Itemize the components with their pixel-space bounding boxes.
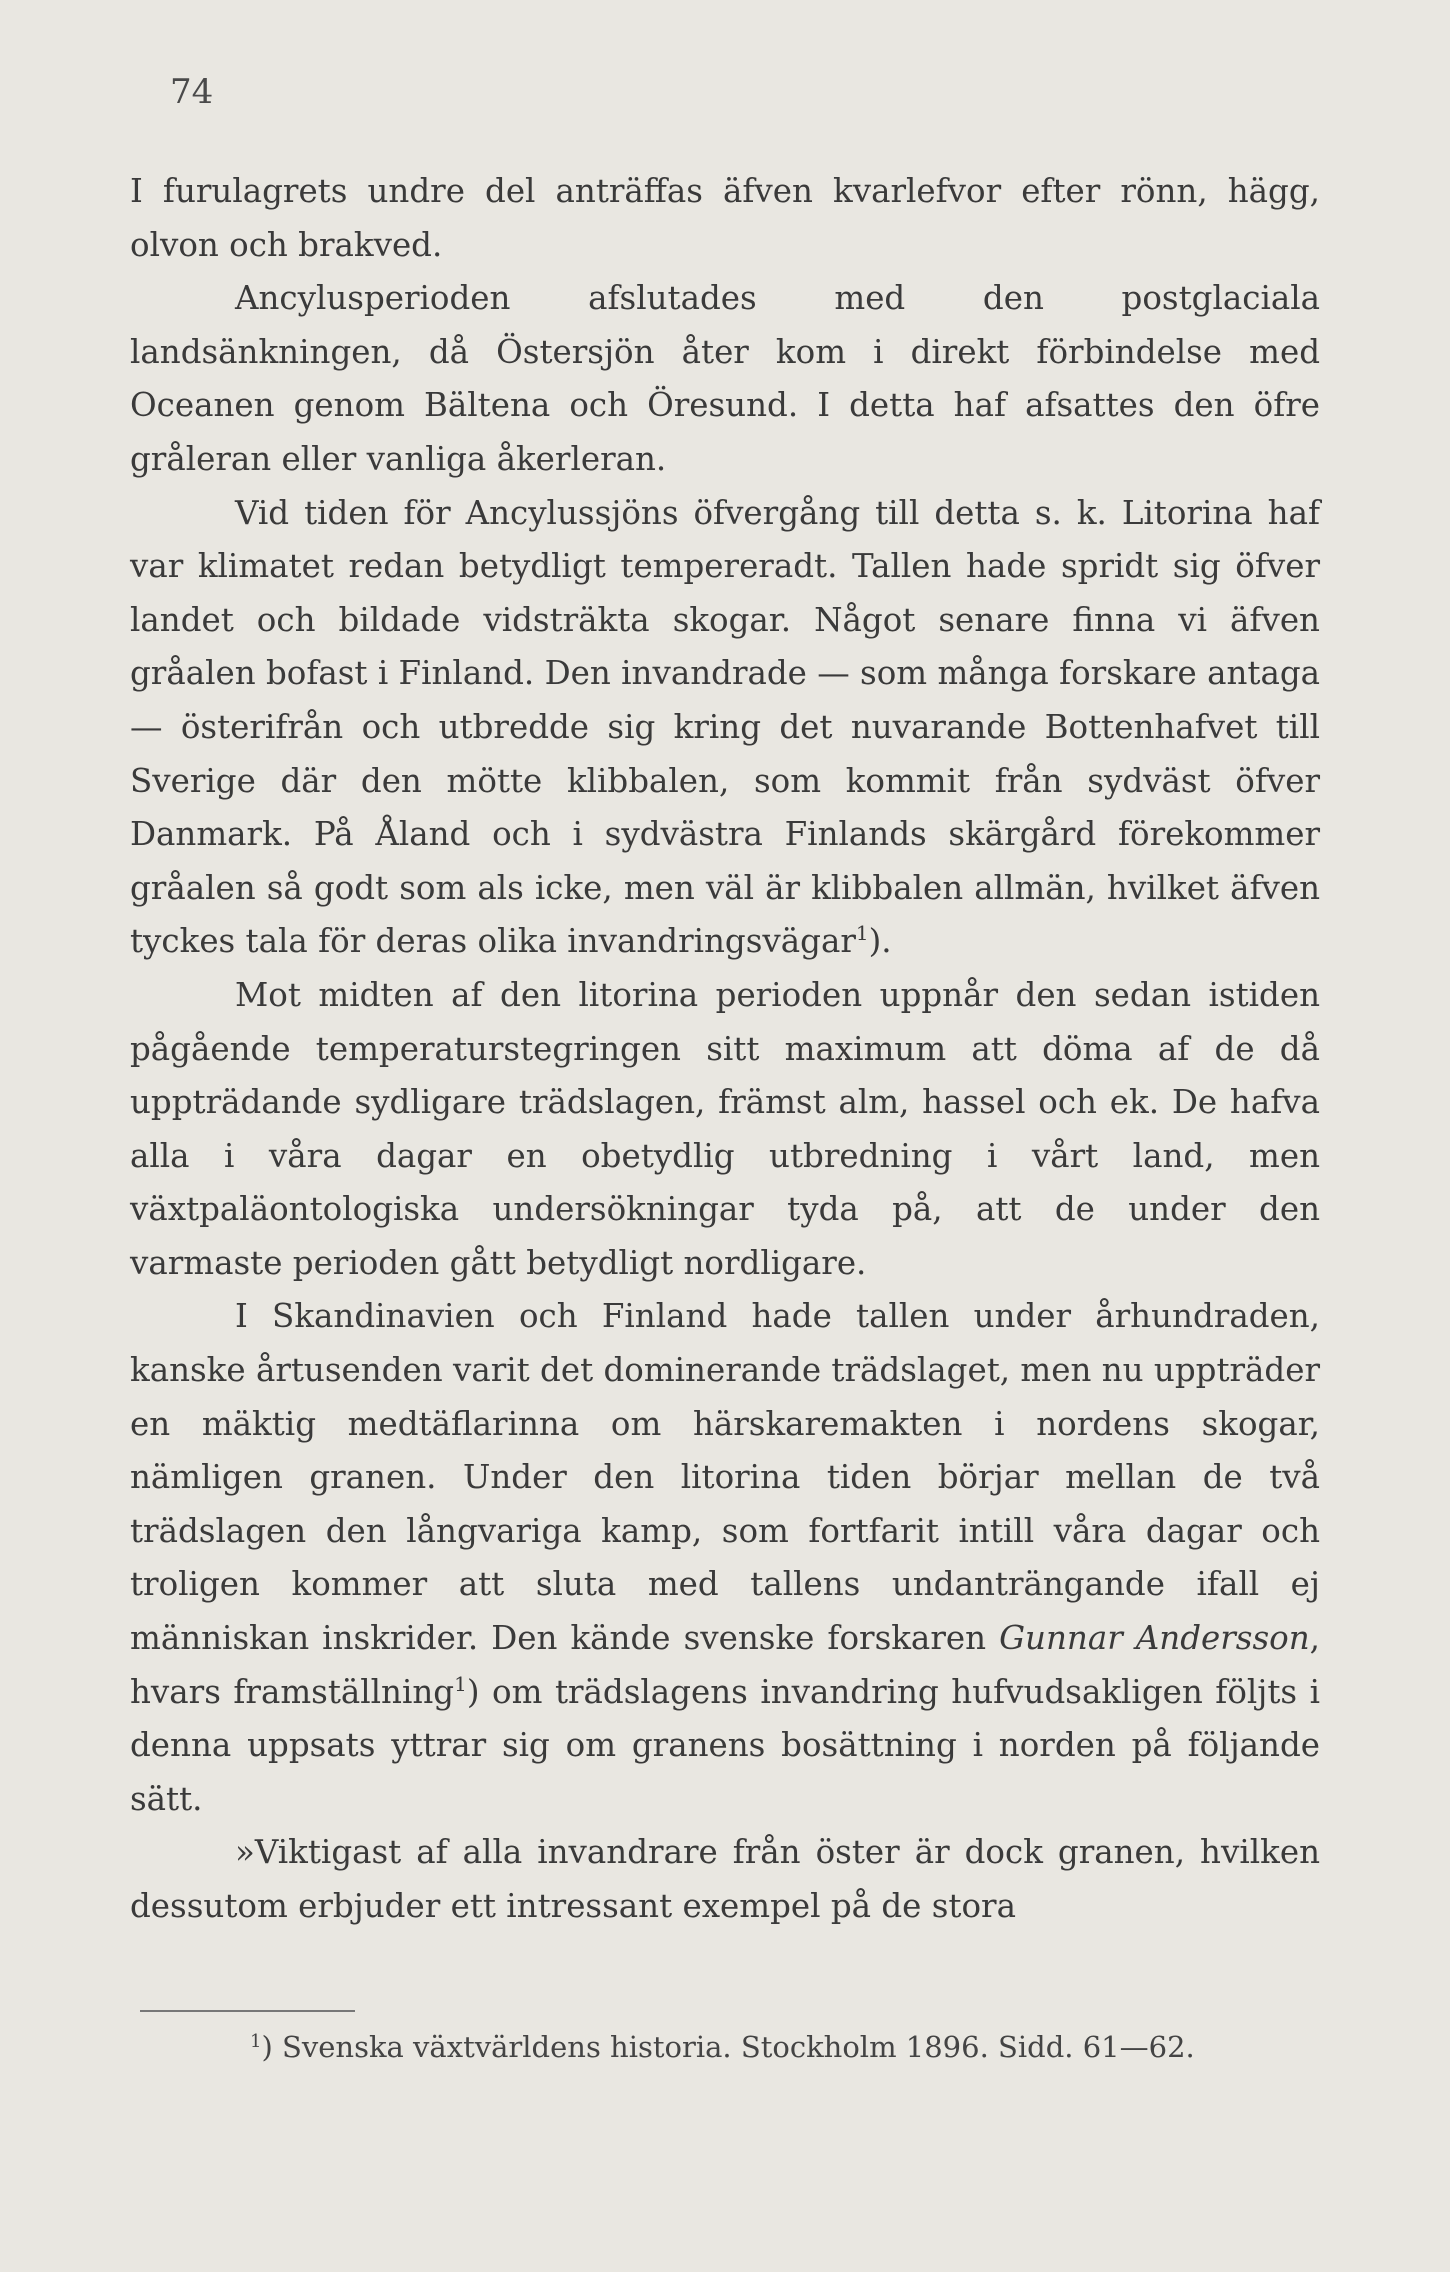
paragraph-2: Ancylusperioden afslutades med den postglaciala landsänkningen, då Östersjön åter kom i direkt förbindelse med Oceanen genom Bältena och Öresund. I detta haf afsattes den öfre gråleran eller vanliga åkerleran. [130, 279, 1320, 478]
body-text [130, 165, 1320, 1934]
author-name: Gunnar Andersson [999, 1619, 1310, 1658]
paragraph-3 [130, 487, 1320, 969]
paragraph-6: »Viktigast af alla invandrare från öster är dock granen, hvilken dessutom erbjuder ett intressant exempel på de stora [130, 1833, 1320, 1925]
footnote-marker-close: ) [261, 2030, 273, 2064]
page-number: 74 [170, 72, 214, 112]
footnote-text: Svenska växtvärldens historia. Stockholm 1896. Sidd. 61—62. [282, 2030, 1195, 2064]
paragraph-3-text: Vid tiden för Ancylussjöns öfvergång till detta s. k. Litorina haf var klimatet redan betydligt tempereradt. Tallen hade spridt sig öfver landet och bildade vidsträkta skogar. Något senare finna vi äfven gråalen bofast i Finland. Den invandrade — som många forskare antaga — österifrån och utbredde sig kring det nuvarande Bottenhafvet till Sverige där den mötte klibbalen, som kommit från sydväst öfver Danmark. På Åland och i sydvästra Finlands skärgård förekommer gråalen så godt som als icke, men väl är klibbalen allmän, hvilket äfven tyckes tala för deras olika invandringsvägar [130, 493, 1320, 961]
paragraph-4: Mot midten af den litorina perioden uppnår den sedan istiden pågående temperaturstegringen sitt maximum att döma af de då uppträdande sydligare trädslagen, främst alm, hassel och ek. De hafva alla i våra dagar en obetydlig utbredning i vårt land, men växtpaläontologiska undersökningar tyda på, att de under den varmaste perioden gått betydligt nordligare. [130, 975, 1320, 1282]
paragraph-5 [130, 1290, 1320, 1826]
footnote [250, 2030, 1195, 2064]
footnote-ref-2: 1 [454, 1671, 467, 1696]
paragraph-5-text-a: I Skandinavien och Finland hade tallen under århundraden, kanske årtusenden varit det dominerande trädslaget, men nu uppträder en mäktig medtäflarinna om härskaremakten i nordens skogar, nämligen granen. Under den litorina tiden börjar mellan de två trädslagen den långvariga kamp, som fortfarit intill våra dagar och troligen kommer att sluta med tallens undanträngande ifall ej människan inskrider. Den kände svenske forskaren [130, 1297, 1321, 1658]
paragraph-1: I furulagrets undre del anträffas äfven kvarlefvor efter rönn, hägg, olvon och brakved. [130, 172, 1320, 264]
footnote-ref-1: 1 [855, 921, 869, 946]
paragraph-3-end: ). [868, 922, 892, 961]
footnote-divider [140, 2010, 355, 2012]
paragraph-5-text-c: ) om trädslagens invandring hufvudsakligen följts i denna uppsats yttrar sig om granens bosättning i norden på följande sätt. [130, 1672, 1320, 1818]
footnote-marker: 1 [250, 2031, 262, 2052]
paragraph-5-text-b: , hvars framställning [130, 1619, 1320, 1711]
